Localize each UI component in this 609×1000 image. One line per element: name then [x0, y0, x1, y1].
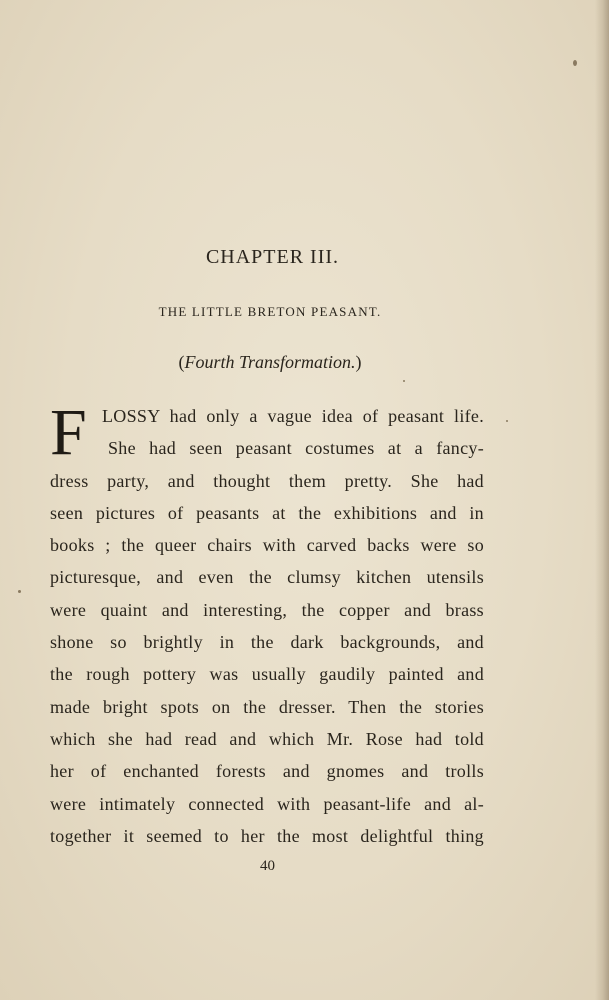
body-line: were intimately connected with peasant-life and al-: [50, 793, 484, 814]
paper-speck: [573, 60, 577, 66]
drop-cap: F: [50, 396, 88, 469]
paper-speck: [506, 420, 508, 422]
chapter-body: [50, 396, 484, 852]
body-line: dress party, and thought them pretty. She had: [50, 470, 484, 491]
body-line: her of enchanted forests and gnomes and trolls: [50, 761, 484, 782]
transformation-open-paren: (: [178, 352, 185, 372]
transformation-close-paren: ): [355, 352, 362, 372]
transformation-text: Fourth Transformation.: [184, 352, 356, 372]
paper-speck: [18, 590, 21, 593]
chapter-subtitle: THE LITTLE BRETON PEASANT.: [158, 304, 382, 319]
body-line: together it seemed to her the most delightful thing: [50, 825, 484, 846]
paper-speck: [403, 380, 405, 382]
chapter-title: CHAPTER III.: [205, 246, 340, 268]
body-line: the rough pottery was usually gaudily painted and: [50, 664, 484, 685]
body-line: shone so brightly in the dark backgrounds, and: [50, 632, 484, 653]
body-line: were quaint and interesting, the copper and brass: [50, 599, 484, 620]
body-line: She had seen peasant costumes at a fancy-: [108, 438, 484, 459]
body-line: picturesque, and even the clumsy kitchen utensils: [50, 567, 484, 588]
body-line: seen pictures of peasants at the exhibitions and in: [50, 502, 484, 523]
body-line: which she had read and which Mr. Rose had told: [50, 728, 484, 749]
body-line: books ; the queer chairs with carved backs were so: [50, 535, 484, 556]
body-line: LOSSY had only a vague idea of peasant life.: [102, 406, 484, 426]
transformation-note: [0, 352, 540, 373]
page-edge-shadow: [595, 0, 609, 1000]
page-number: 40: [260, 858, 275, 874]
body-line: made bright spots on the dresser. Then the stories: [50, 696, 484, 717]
